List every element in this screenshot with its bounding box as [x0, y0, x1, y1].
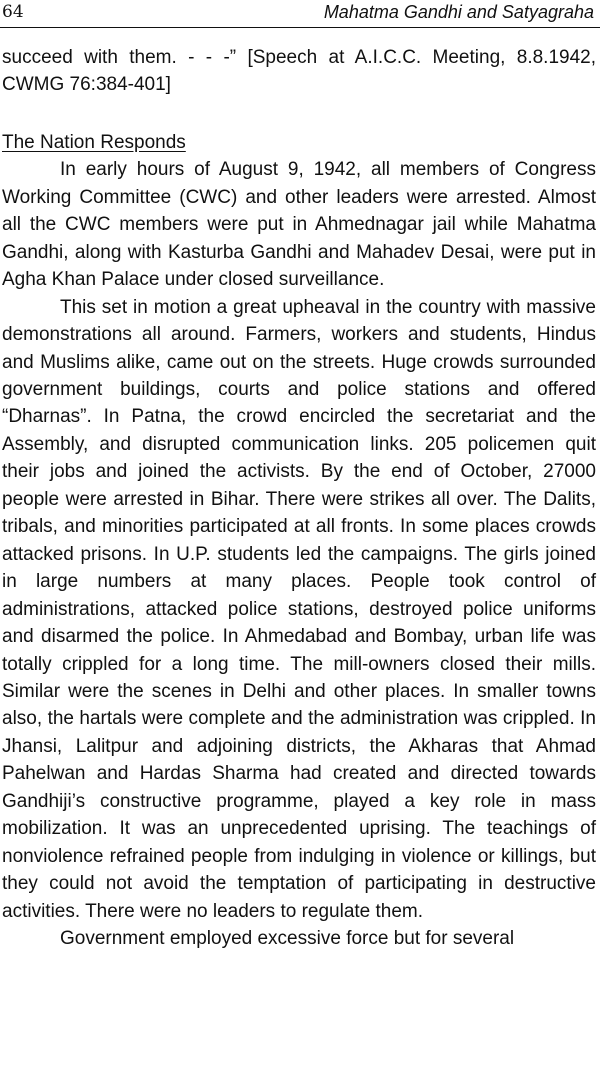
running-title: Mahatma Gandhi and Satyagraha	[323, 2, 594, 22]
continuation-paragraph: succeed with them. - - -” [Speech at A.I.C.C. Meeting, 8.8.1942, CWMG 76:384-401]	[2, 47, 596, 96]
page-number: 64	[2, 2, 24, 22]
running-head	[0, 0, 600, 30]
section-heading-text: The Nation Responds	[2, 131, 186, 153]
paragraph-arrests: In early hours of August 9, 1942, all members of Congress Working Committee (CWC) and other leaders were arrested. Almost all the CWC members were put in Ahmednagar jail while Mahatma Gandhi, along with Kasturba Gandhi and Mahadev Desai, were put in Agha Khan Palace under closed surveillance.	[2, 159, 596, 291]
section-gap	[2, 99, 596, 129]
section-heading	[2, 129, 596, 156]
body-text	[2, 44, 596, 953]
paragraph-upheaval: This set in motion a great upheaval in the country with massive demonstrations all around. Farmers, workers and students, Hindus and Muslims alike, came out on the streets. Huge crowds surrounded government buildings, courts and police stations and offered “Dharnas”. In Patna, the crowd encircled the secretariat and the Assembly, and disrupted communication links. 205 policemen quit their jobs and joined the activists. By the end of October, 27000 people were arrested in Bihar. There were strikes all over. The Dalits, tribals, and minorities participated at all fronts. In some places crowds attacked prisons. In U.P. students led the campaigns. The girls joined in large numbers at many places. People took control of administrations, attacked police stations, destroyed police uniforms and disarmed the police. In Ahmedabad and Bombay, urban life was totally crippled for a long time. The mill-owners closed their mills. Similar were the scenes in Delhi and other places. In smaller towns also, the hartals were complete and the administration was crippled. In Jhansi, Lalitpur and adjoining districts, the Akharas that Ahmad Pahelwan and Hardas Sharma had created and directed towards Gandhiji’s constructive programme, played a key role in mass mobilization. It was an unprecedented uprising. The teachings of nonviolence refrained people from indulging in violence or killings, but they could not avoid the temptation of participating in destructive activities. There were no leaders to regulate them.	[2, 296, 596, 922]
paragraph-government-force: Government employed excessive force but for several	[60, 928, 515, 950]
header-rule	[0, 27, 600, 28]
